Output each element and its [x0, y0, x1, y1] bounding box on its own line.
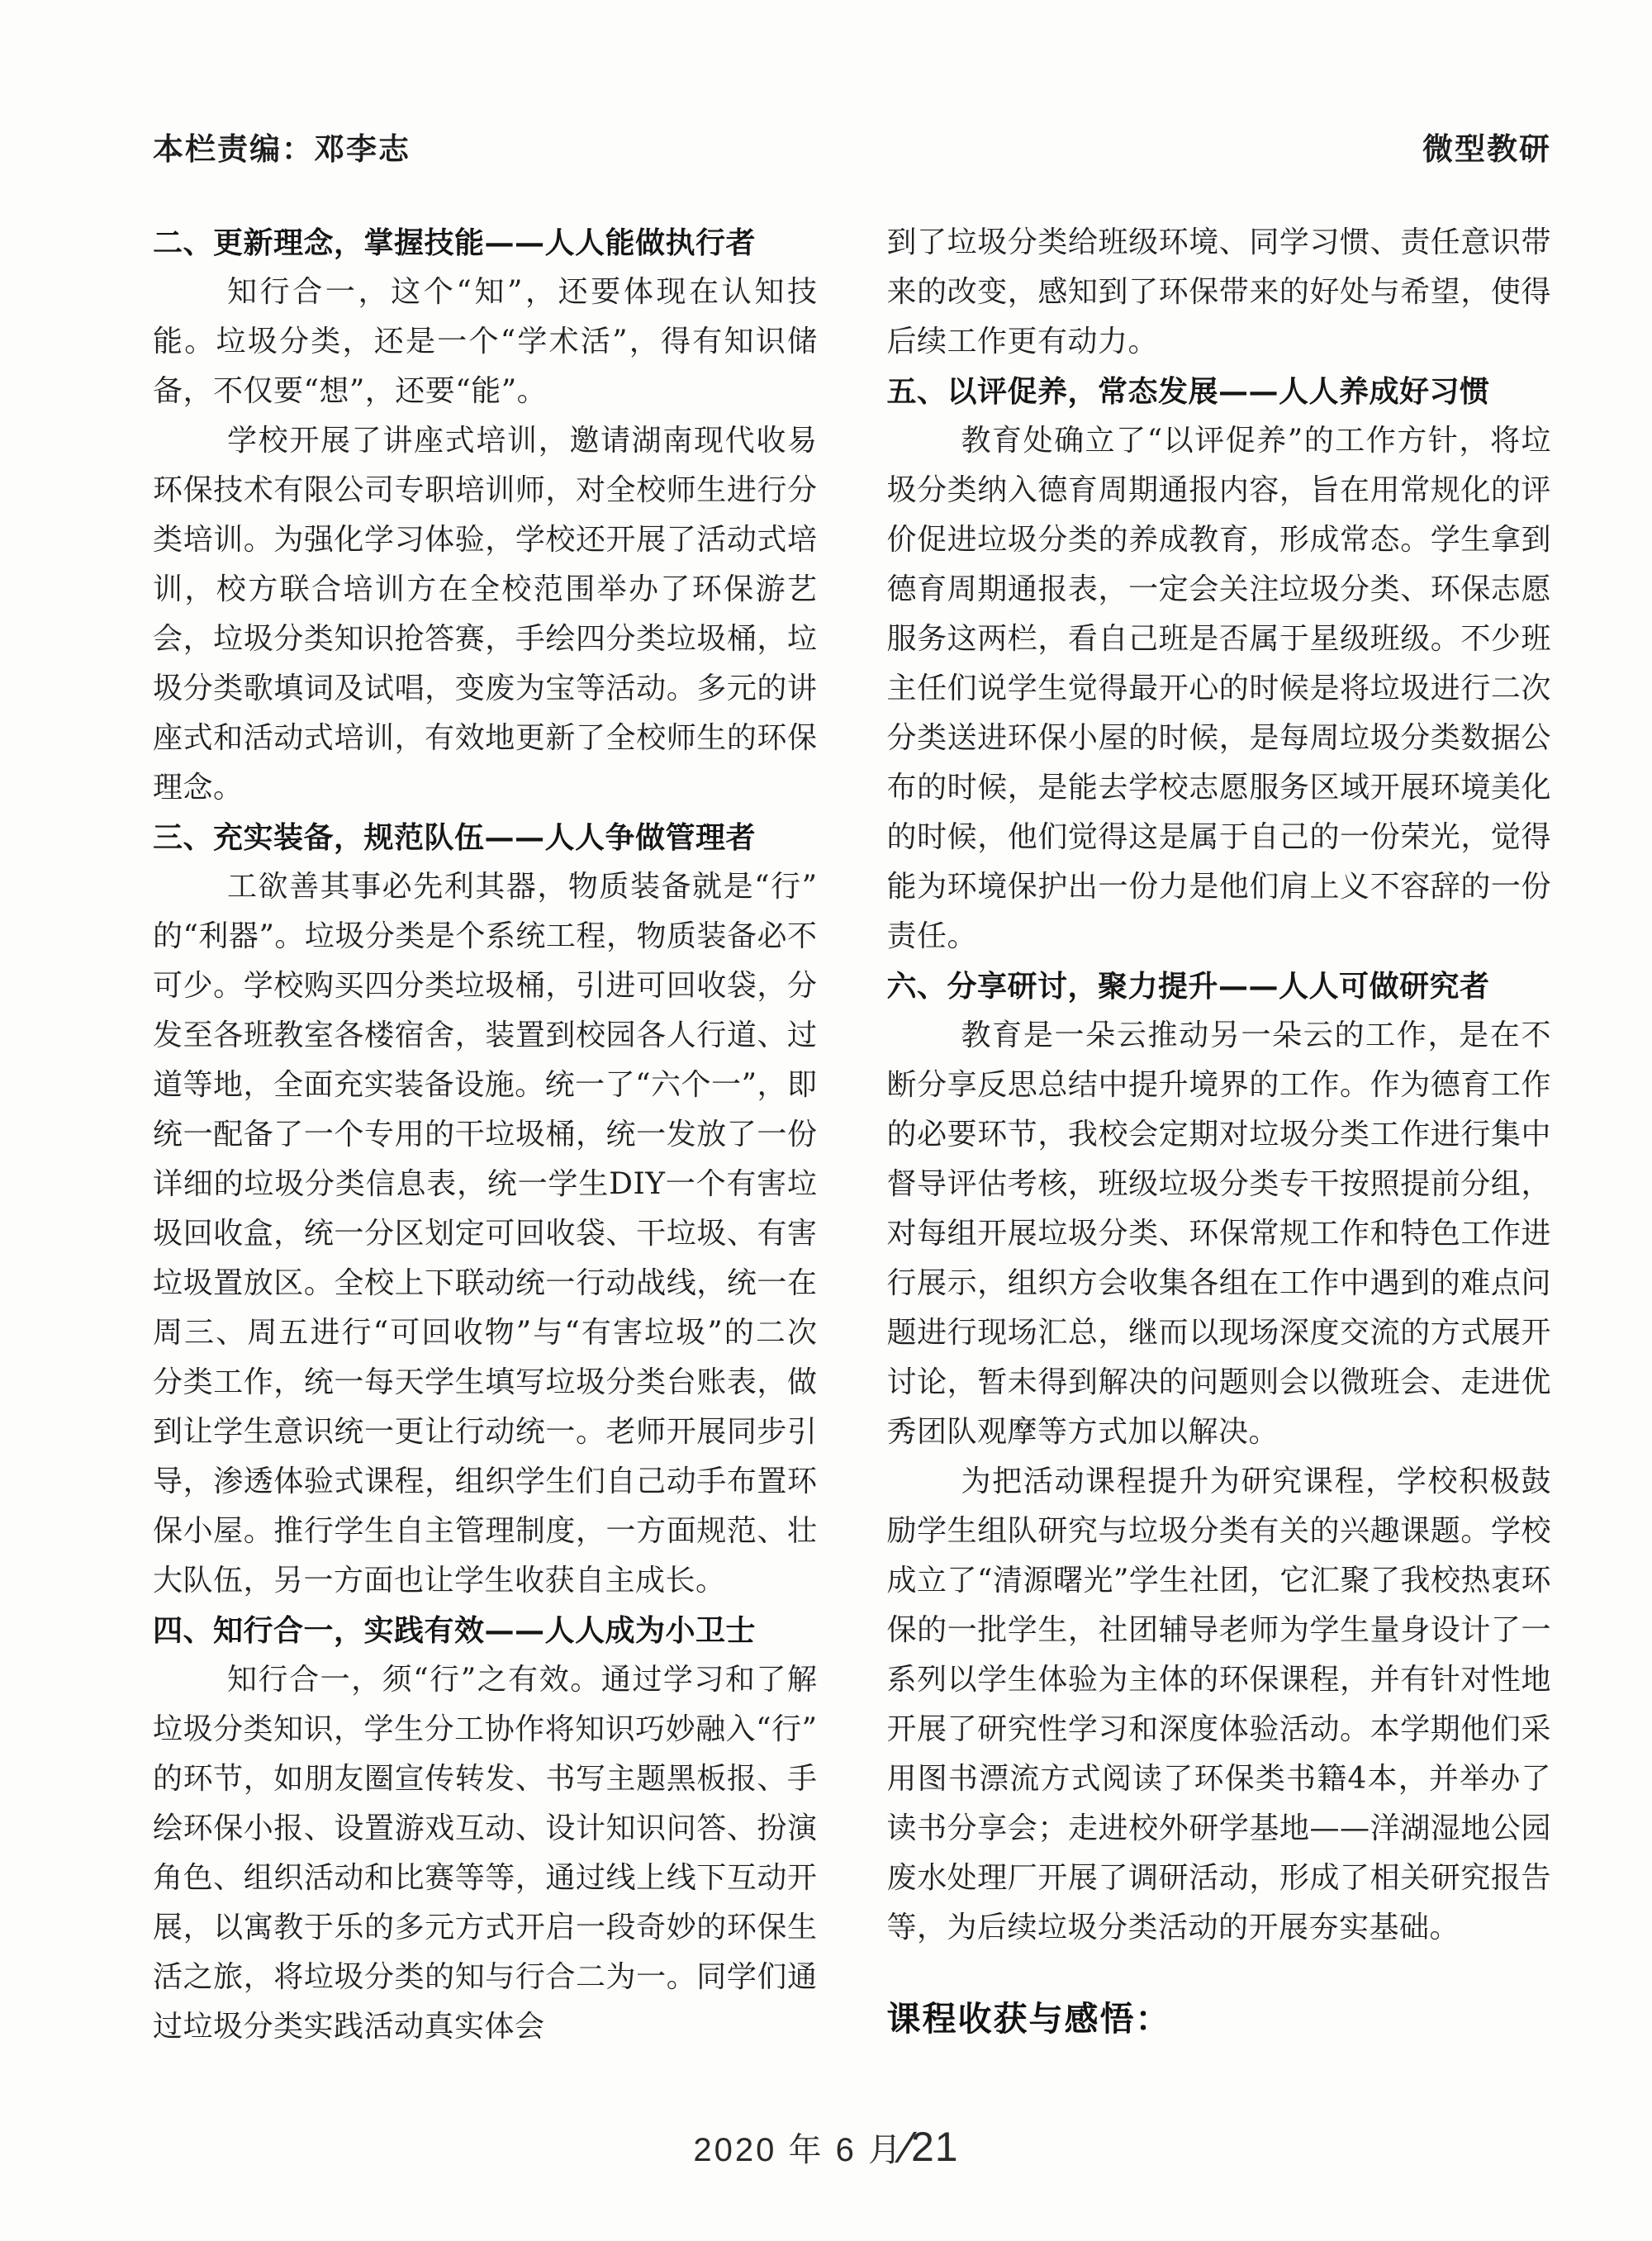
paragraph: 教育是一朵云推动另一朵云的工作，是在不断分享反思总结中提升境界的工作。作为德育工作的必要环节，我校会定期对垃圾分类工作进行集中督导评估考核，班级垃圾分类专干按照提前分组，对每组开展垃圾分类、环保常规工作和特色工作进行展示，组织方会收集各组在工作中遇到的难点问题进行现场汇总，继而以现场深度交流的方式展开讨论，暂未得到解决的问题则会以微班会、走进优秀团队观摩等方式加以解决。: [886, 1018, 1551, 1449]
paragraph: 知行合一，这个“知”，还要体现在认知技能。垃圾分类，还是一个“学术活”，得有知识储备，不仅要“想”，还要“能”。: [153, 275, 818, 408]
closing-heading: 课程收获与感悟：: [886, 2000, 1171, 2038]
section-heading: 二、更新理念，掌握技能——人人能做执行者: [153, 226, 757, 260]
paragraph: 为把活动课程提升为研究课程，学校积极鼓励学生组队研究与垃圾分类有关的兴趣课题。学校成立了“清源曙光”学生社团，它汇聚了我校热衷环保的一批学生，社团辅导老师为学生量身设计了一系列以学生体验为主体的环保课程，并有针对性地开展了研究性学习和深度体验活动。本学期他们采用图书漂流方式阅读了环保类书籍4本，并举办了读书分享会；走进校外研学基地——洋湖湿地公园废水处理厂开展了调研活动，形成了相关研究报告等，为后续垃圾分类活动的开展夯实基础。: [886, 1465, 1551, 1944]
footer-page-number: 21: [910, 2124, 959, 2170]
paragraph: 工欲善其事必先利其器，物质装备就是“行”的“利器”。垃圾分类是个系统工程，物质装备必不可少。学校购买四分类垃圾桶，引进可回收袋，分发至各班教室各楼宿舍，装置到校园各人行道、过道等地，全面充实装备设施。统一了“六个一”，即统一配备了一个专用的干垃圾桶，统一发放了一份详细的垃圾分类信息表，统一学生DIY一个有害垃圾回收盒，统一分区划定可回收袋、干垃圾、有害垃圾置放区。全校上下联动统一行动战线，统一在周三、周五进行“可回收物”与“有害垃圾”的二次分类工作，统一每天学生填写垃圾分类台账表，做到让学生意识统一更让行动统一。老师开展同步引导，渗透体验式课程，组织学生们自己动手布置环保小屋。推行学生自主管理制度，一方面规范、壮大队伍，另一方面也让学生收获自主成长。: [153, 870, 818, 1598]
article-body: [153, 218, 1551, 2052]
right-column: [887, 218, 1552, 2052]
section-heading: 三、充实装备，规范队伍——人人争做管理者: [153, 820, 757, 855]
footer-date: 2020 年 6 月: [693, 2132, 904, 2168]
section-heading: 六、分享研讨，聚力提升——人人可做研究者: [886, 969, 1490, 1004]
paragraph: 学校开展了讲座式培训，邀请湖南现代收易环保技术有限公司专职培训师，对全校师生进行分类培训。为强化学习体验，学校还开展了活动式培训，校方联合培训方在全校范围举办了环保游艺会，垃圾分类知识抢答赛，手绘四分类垃圾桶，垃圾分类歌填词及试唱，变废为宝等活动。多元的讲座式和活动式培训，有效地更新了全校师生的环保理念。: [153, 424, 818, 805]
footer-slash: ∕: [903, 2123, 911, 2172]
paragraph: 知行合一，须“行”之有效。通过学习和了解垃圾分类知识，学生分工协作将知识巧妙融入“行”的环节，如朋友圈宣传转发、书写主题黑板报、手绘环保小报、设置游戏互动、设计知识问答、扮演角色、组织活动和比赛等等，通过线上线下互动开展，以寓教于乐的多元方式开启一段奇妙的环保生活之旅，将垃圾分类的知与行合二为一。同学们通过垃圾分类实践活动真实体会: [153, 1663, 818, 2044]
paragraph-continuation: 到了垃圾分类给班级环境、同学习惯、责任意识带来的改变，感知到了环保带来的好处与希望，使得后续工作更有动力。: [886, 226, 1551, 358]
paragraph: 教育处确立了“以评促养”的工作方针，将垃圾分类纳入德育周期通报内容，旨在用常规化的评价促进垃圾分类的养成教育，形成常态。学生拿到德育周期通报表，一定会关注垃圾分类、环保志愿服务这两栏，看自己班是否属于星级班级。不少班主任们说学生觉得最开心的时候是将垃圾进行二次分类送进环保小屋的时候，是每周垃圾分类数据公布的时候，是能去学校志愿服务区域开展环境美化的时候，他们觉得这是属于自己的一份荣光，觉得能为环境保护出一份力是他们肩上义不容辞的一份责任。: [886, 424, 1551, 953]
page-header: [0, 0, 1652, 169]
section-heading: 四、知行合一，实践有效——人人成为小卫士: [153, 1613, 757, 1648]
section-heading: 五、以评促养，常态发展——人人养成好习惯: [886, 374, 1490, 409]
left-column: [153, 218, 818, 2052]
editor-credit: 本栏责编：邓李志: [153, 132, 411, 166]
column-section-label: 微型教研: [1422, 132, 1551, 166]
page-footer: [0, 2122, 1652, 2173]
